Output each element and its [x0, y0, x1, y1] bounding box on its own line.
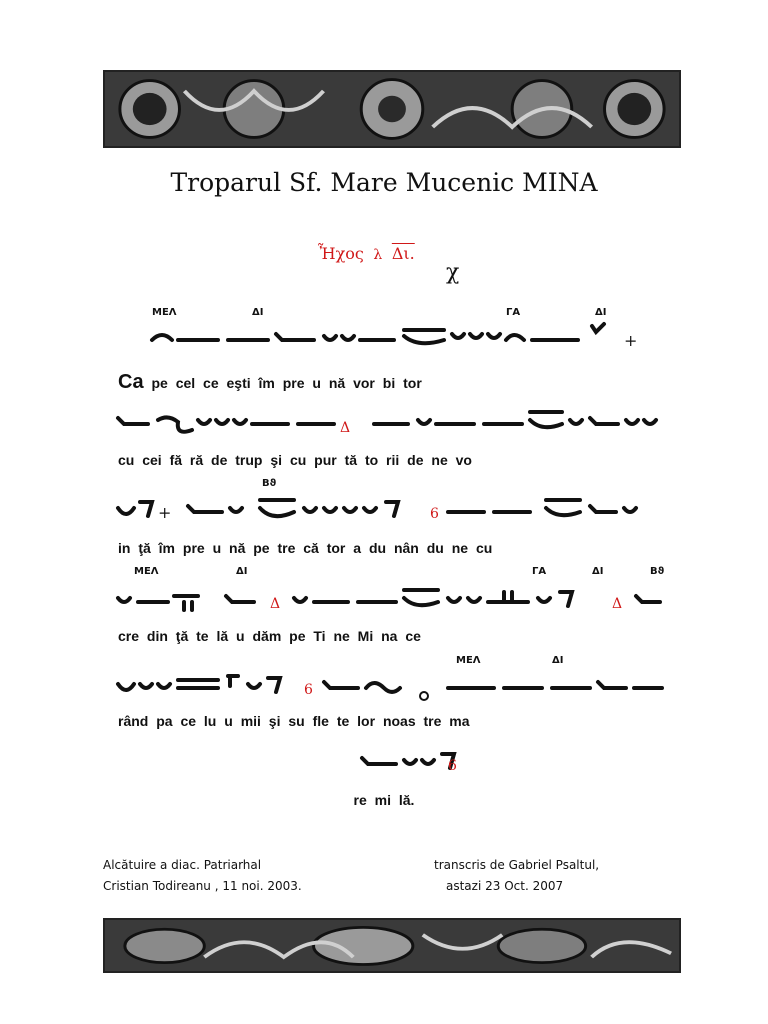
bottom-ornament-banner	[103, 918, 681, 973]
lyric-line-4: cre din ţă te lă u dăm pe Ti ne Mi na ce	[118, 628, 421, 644]
mark-ga: ΓΑ	[532, 566, 547, 577]
neume-line-1	[118, 318, 678, 358]
neume-line-6	[118, 742, 678, 782]
footer-transcriber-line-2: astazi 23 Oct. 2007	[446, 879, 564, 893]
lyric-line-6: re mi lă.	[353, 792, 415, 808]
svg-text:6: 6	[304, 682, 313, 698]
svg-text:Δ: Δ	[270, 596, 281, 612]
mark-vou: Βϑ	[262, 478, 277, 489]
lyric-line-1: Ca pe cel ce eşti îm pre u nă vor bi tor	[118, 371, 422, 393]
neume-line-5	[118, 666, 678, 706]
mark-ga: ΓΑ	[506, 307, 521, 318]
mark-di: ΔΙ	[252, 307, 264, 318]
lyric-line-2: cu cei fă ră de trup şi cu pur tă to rii de ne vo	[118, 452, 472, 468]
top-ornament-banner	[103, 70, 681, 148]
neume-line-3	[118, 490, 678, 530]
svg-text:6: 6	[430, 506, 439, 522]
neume-line-2	[118, 402, 678, 442]
svg-text:Δ: Δ	[340, 420, 351, 436]
neume-line-4	[118, 580, 678, 620]
echos-label: Ἦχος λ Δι.	[318, 244, 415, 263]
mark-di: ΔΙ	[595, 307, 607, 318]
lyric-line-3: in ţă îm pre u nă pe tre că tor a du nân du ne cu	[118, 540, 493, 556]
svg-text:6: 6	[448, 758, 457, 774]
lyric-line-5: rând pa ce lu u mii şi su fle te lor noas tre ma	[118, 713, 470, 729]
svg-text:Δ: Δ	[612, 596, 623, 612]
mark-mel: ΜΕΛ	[134, 566, 159, 577]
footer-author-line-2: Cristian Todireanu , 11 noi. 2003.	[103, 879, 302, 893]
mark-di: ΔΙ	[592, 566, 604, 577]
mark-mel: ΜΕΛ	[152, 307, 177, 318]
mark-di: ΔΙ	[236, 566, 248, 577]
footer-transcriber-line-1: transcris de Gabriel Psaltul,	[434, 858, 600, 872]
mark-mel: ΜΕΛ	[456, 655, 481, 666]
mark-vou: Βϑ	[650, 566, 665, 577]
mark-di: ΔΙ	[552, 655, 564, 666]
svg-text:+: +	[158, 503, 172, 522]
svg-text:+: +	[624, 331, 638, 350]
footer-author-line-1: Alcătuire a diac. Patriarhal	[103, 858, 262, 872]
document-title: Troparul Sf. Mare Mucenic MINA	[170, 168, 598, 197]
martyria-sign-icon: χ	[446, 260, 460, 285]
